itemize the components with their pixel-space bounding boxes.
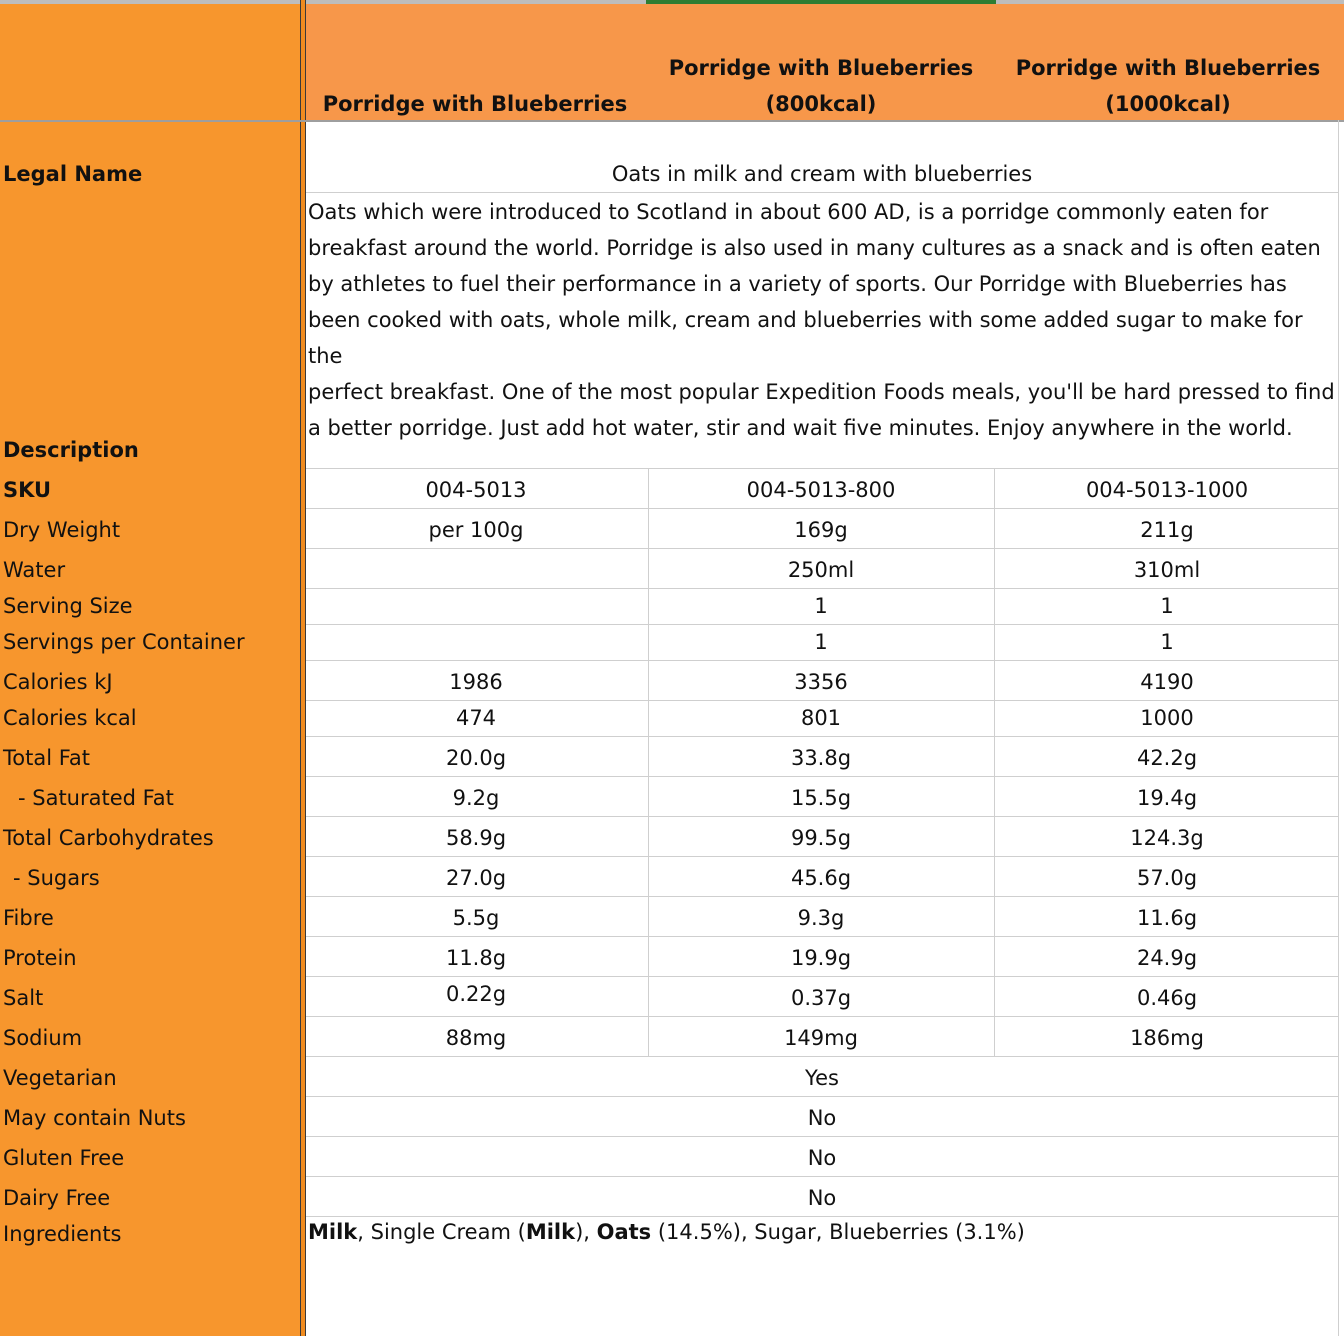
- table-cell[interactable]: 004-5013-1000: [1085, 478, 1249, 502]
- gridline: [306, 736, 1338, 737]
- header-col3-line2: (1000kcal): [1105, 92, 1231, 116]
- gridline: [306, 856, 1338, 857]
- table-cell[interactable]: 250ml: [787, 558, 855, 582]
- header-col3[interactable]: [996, 50, 1340, 122]
- gridline: [306, 896, 1338, 897]
- selected-column-indicator: [646, 0, 996, 4]
- description-line: been cooked with oats, whole milk, cream and blueberries with some added sugar to make for the: [308, 308, 1303, 368]
- table-cell[interactable]: 19.4g: [1136, 786, 1198, 810]
- label-legal-name[interactable]: Legal Name: [3, 162, 143, 186]
- gridline: [306, 1216, 1338, 1217]
- label-calories-kj[interactable]: Calories kJ: [3, 670, 113, 694]
- gridline: [306, 588, 1338, 589]
- label-fibre[interactable]: Fibre: [3, 906, 54, 930]
- gridline: [306, 468, 1338, 469]
- table-cell[interactable]: 0.37g: [790, 986, 852, 1010]
- table-cell[interactable]: 1: [1160, 594, 1174, 618]
- legal-name-value[interactable]: Oats in milk and cream with blueberries: [611, 162, 1033, 186]
- description-line: by athletes to fuel their performance in a variety of sports. Our Porridge with Blueberries has: [308, 272, 1287, 296]
- table-cell[interactable]: 149mg: [784, 1026, 858, 1050]
- description-value[interactable]: [308, 194, 1340, 446]
- table-cell[interactable]: per 100g: [428, 518, 524, 542]
- table-cell[interactable]: 310ml: [1133, 558, 1201, 582]
- label-description[interactable]: Description: [3, 438, 139, 462]
- table-cell[interactable]: 24.9g: [1136, 946, 1198, 970]
- dairy-free-value[interactable]: No: [807, 1186, 837, 1210]
- gridline: [306, 700, 1338, 701]
- gridline: [306, 776, 1338, 777]
- table-cell[interactable]: 211g: [1140, 518, 1194, 542]
- label-saturated-fat[interactable]: - Saturated Fat: [18, 786, 174, 810]
- column-gridline: [1338, 120, 1339, 1336]
- table-cell[interactable]: 15.5g: [790, 786, 852, 810]
- gridline: [306, 1136, 1338, 1137]
- label-salt[interactable]: Salt: [3, 986, 44, 1010]
- header-col2-line2: (800kcal): [765, 92, 877, 116]
- table-cell[interactable]: 33.8g: [790, 746, 852, 770]
- table-cell[interactable]: 57.0g: [1136, 866, 1198, 890]
- table-cell[interactable]: 45.6g: [790, 866, 852, 890]
- table-cell[interactable]: 186mg: [1130, 1026, 1204, 1050]
- gridline: [306, 1016, 1338, 1017]
- table-cell[interactable]: 169g: [794, 518, 848, 542]
- table-cell[interactable]: 0.22g: [445, 982, 507, 1006]
- gridline: [306, 976, 1338, 977]
- table-cell[interactable]: 19.9g: [790, 946, 852, 970]
- table-cell[interactable]: 11.8g: [445, 946, 507, 970]
- ingredients-value[interactable]: [308, 1220, 1025, 1244]
- column-gridline: [994, 468, 995, 1056]
- label-may-contain-nuts[interactable]: May contain Nuts: [3, 1106, 186, 1130]
- label-vegetarian[interactable]: Vegetarian: [3, 1066, 117, 1090]
- ingredients-text: (14.5%), Sugar, Blueberries (3.1%): [651, 1220, 1025, 1244]
- label-servings-per-container[interactable]: Servings per Container: [3, 630, 245, 654]
- table-cell[interactable]: 88mg: [445, 1026, 507, 1050]
- label-sodium[interactable]: Sodium: [3, 1026, 83, 1050]
- description-line: perfect breakfast. One of the most popular Expedition Foods meals, you'll be hard pressed to find: [308, 380, 1335, 404]
- ingredients-text: ),: [575, 1220, 597, 1244]
- table-cell[interactable]: 124.3g: [1130, 826, 1204, 850]
- gridline: [306, 1096, 1338, 1097]
- label-dairy-free[interactable]: Dairy Free: [3, 1186, 111, 1210]
- table-cell[interactable]: 0.46g: [1136, 986, 1198, 1010]
- table-cell[interactable]: 5.5g: [452, 906, 500, 930]
- header-col2-line1: Porridge with Blueberries: [668, 56, 974, 80]
- label-column: [0, 0, 300, 1336]
- table-cell[interactable]: 1000: [1140, 706, 1194, 730]
- nuts-value[interactable]: No: [807, 1106, 837, 1130]
- vegetarian-value[interactable]: Yes: [805, 1066, 839, 1090]
- table-cell[interactable]: 27.0g: [445, 866, 507, 890]
- description-line: Oats which were introduced to Scotland in about 600 AD, is a porridge commonly eaten for: [308, 200, 1269, 224]
- label-total-carbohydrates[interactable]: Total Carbohydrates: [3, 826, 214, 850]
- gridline: [306, 508, 1338, 509]
- table-cell[interactable]: 801: [800, 706, 842, 730]
- table-cell[interactable]: 3356: [794, 670, 848, 694]
- header-col1[interactable]: [306, 86, 644, 122]
- table-cell[interactable]: 1: [814, 630, 828, 654]
- label-serving-size[interactable]: Serving Size: [3, 594, 133, 618]
- table-cell[interactable]: 1: [814, 594, 828, 618]
- gridline: [306, 936, 1338, 937]
- allergen-milk: Milk: [525, 1220, 576, 1244]
- description-line: a better porridge. Just add hot water, stir and wait five minutes. Enjoy anywhere in the world.: [308, 416, 1293, 440]
- table-cell[interactable]: 20.0g: [445, 746, 507, 770]
- label-total-fat[interactable]: Total Fat: [3, 746, 90, 770]
- header-col2[interactable]: [648, 50, 994, 122]
- label-dry-weight[interactable]: Dry Weight: [3, 518, 121, 542]
- gridline: [306, 548, 1338, 549]
- header-col3-line1: Porridge with Blueberries: [1015, 56, 1321, 80]
- gluten-free-value[interactable]: No: [807, 1146, 837, 1170]
- table-cell[interactable]: 9.2g: [452, 786, 500, 810]
- table-cell[interactable]: 42.2g: [1136, 746, 1198, 770]
- table-cell[interactable]: 474: [455, 706, 497, 730]
- table-cell[interactable]: 58.9g: [445, 826, 507, 850]
- description-line: breakfast around the world. Porridge is also used in many cultures as a snack and is often eaten: [308, 236, 1321, 260]
- gridline: [306, 1176, 1338, 1177]
- table-cell[interactable]: 99.5g: [790, 826, 852, 850]
- table-cell[interactable]: 004-5013-800: [746, 478, 896, 502]
- table-cell[interactable]: 9.3g: [797, 906, 845, 930]
- label-sku[interactable]: SKU: [3, 478, 52, 502]
- allergen-oats: Oats: [596, 1220, 652, 1244]
- gridline: [306, 624, 1338, 625]
- label-calories-kcal[interactable]: Calories kcal: [3, 706, 137, 730]
- label-sugars[interactable]: - Sugars: [13, 866, 100, 890]
- table-cell[interactable]: 4190: [1140, 670, 1194, 694]
- gridline: [306, 1056, 1338, 1057]
- label-ingredients[interactable]: Ingredients: [3, 1222, 122, 1246]
- table-cell[interactable]: 1: [1160, 630, 1174, 654]
- table-cell[interactable]: 1986: [449, 670, 503, 694]
- allergen-milk: Milk: [308, 1220, 358, 1244]
- gridline: [306, 816, 1338, 817]
- label-water[interactable]: Water: [3, 558, 66, 582]
- ingredients-text: , Single Cream (: [357, 1220, 526, 1244]
- table-cell[interactable]: 11.6g: [1136, 906, 1198, 930]
- table-cell[interactable]: 004-5013: [425, 478, 527, 502]
- label-protein[interactable]: Protein: [3, 946, 77, 970]
- label-gluten-free[interactable]: Gluten Free: [3, 1146, 125, 1170]
- gridline: [306, 660, 1338, 661]
- header-col1-text: Porridge with Blueberries: [322, 92, 628, 116]
- gridline: [306, 192, 1338, 193]
